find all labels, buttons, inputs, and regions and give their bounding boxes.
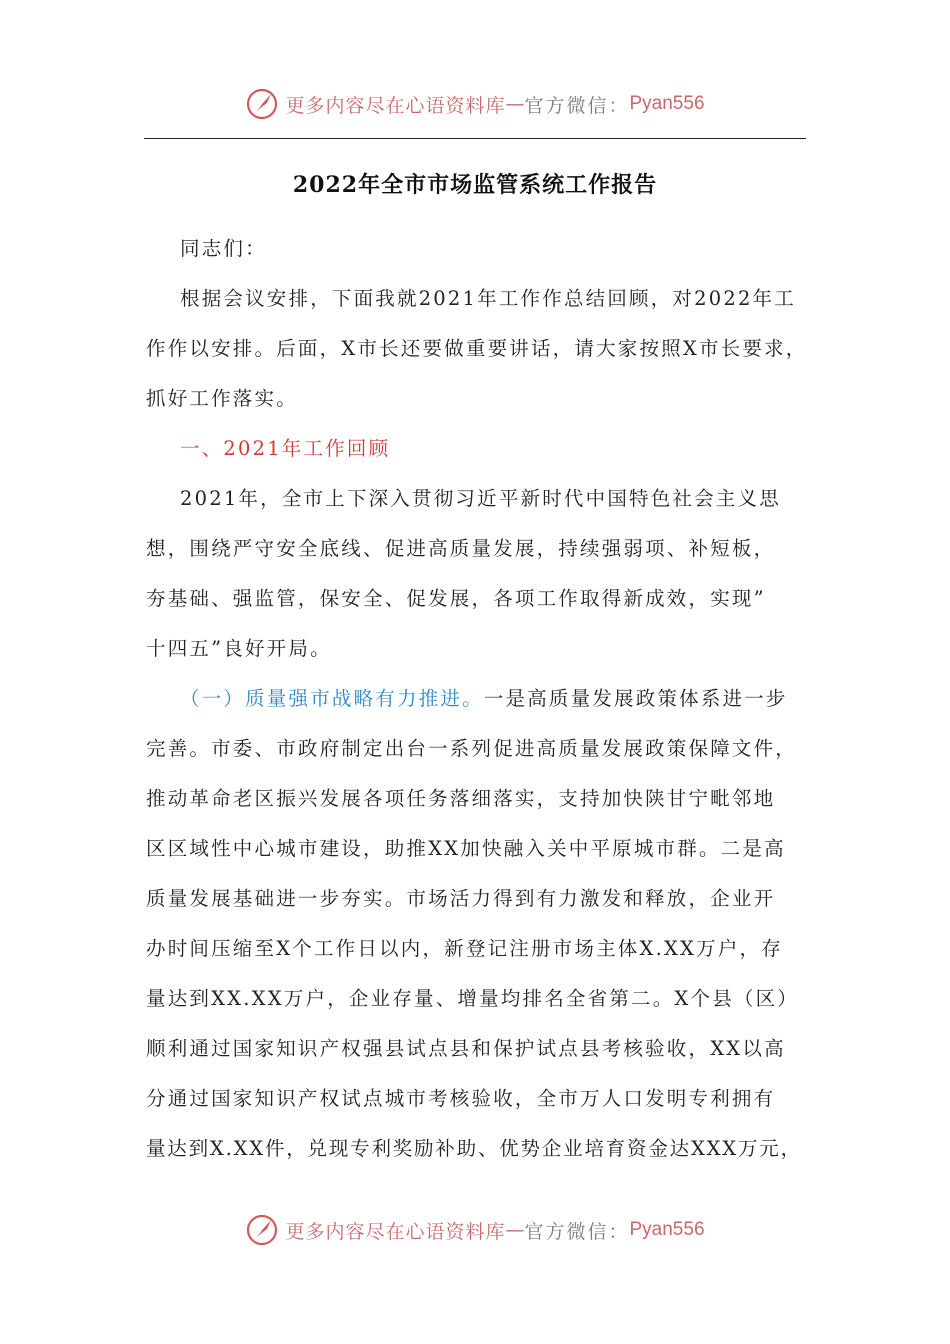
body-line: 十四五”良好开局。 — [146, 637, 332, 660]
body-line: 顺利通过国家知识产权强县试点县和保护试点县考核验收，XX以高 — [146, 1037, 786, 1060]
body-line: 完善。市委、市政府制定出台一系列促进高质量发展政策保障文件， — [146, 737, 798, 760]
banner-wechat-label: 官方微信： — [524, 1220, 630, 1243]
body-line: 推动革命老区振兴发展各项任务落细落实，支持加快陕甘宁毗邻地 — [146, 787, 776, 810]
banner-dash: — — [505, 1219, 525, 1241]
banner-text: 更多内容尽在心语资料库 — [285, 1220, 506, 1243]
body-line: 根据会议安排，下面我就2021年工作作总结回顾，对2022年工 — [180, 287, 796, 310]
body-line: 作作以安排。后面，X市长还要做重要讲话，请大家按照X市长要求， — [146, 337, 808, 360]
body-line: 区区域性中心城市建设，助推XX加快融入关中平原城市群。二是高 — [146, 837, 786, 860]
quill-pen-logo-icon — [245, 87, 279, 121]
document-title: 2022年全市市场监管系统工作报告 — [292, 172, 658, 198]
body-line: 想，围绕严守安全底线、促进高质量发展，持续强弱项、补短板， — [146, 537, 776, 560]
banner-wechat-label: 官方微信： — [524, 94, 630, 117]
footer-banner — [0, 1210, 950, 1250]
body-line: 2021年，全市上下深入贯彻习近平新时代中国特色社会主义思 — [180, 487, 781, 510]
section-heading: 一、2021年工作回顾 — [180, 437, 391, 460]
quill-pen-logo-icon — [245, 1213, 279, 1247]
body-line: 质量发展基础进一步夯实。市场活力得到有力激发和释放，企业开 — [146, 887, 776, 910]
body-line: 量达到XX.XX万户，企业存量、增量均排名全省第二。X个县（区） — [146, 987, 800, 1010]
body-line: 办时间压缩至X个工作日以内，新登记注册市场主体X.XX万户，存 — [146, 937, 783, 960]
banner-text: 更多内容尽在心语资料库 — [285, 94, 506, 117]
subsection-text: 一是高质量发展政策体系进一步 — [483, 687, 788, 710]
banner-wechat-id: Pyan556 — [629, 1219, 705, 1240]
body-line: 抓好工作落实。 — [146, 387, 298, 410]
body-line: 量达到X.XX件，兑现专利奖励补助、优势企业培育资金达XXX万元， — [146, 1137, 802, 1160]
header-banner — [0, 84, 950, 124]
banner-wechat-id: Pyan556 — [629, 93, 705, 114]
header-rule — [144, 138, 806, 139]
banner-dash: — — [505, 93, 525, 115]
salutation: 同志们： — [180, 237, 267, 260]
subsection-heading: （一）质量强市战略有力推进。 — [180, 687, 484, 710]
body-line: 夯基础、强监管，保安全、促发展，各项工作取得新成效，实现” — [146, 587, 766, 610]
subsection-line — [180, 683, 788, 711]
body-line: 分通过国家知识产权试点城市考核验收，全市万人口发明专利拥有 — [146, 1087, 776, 1110]
